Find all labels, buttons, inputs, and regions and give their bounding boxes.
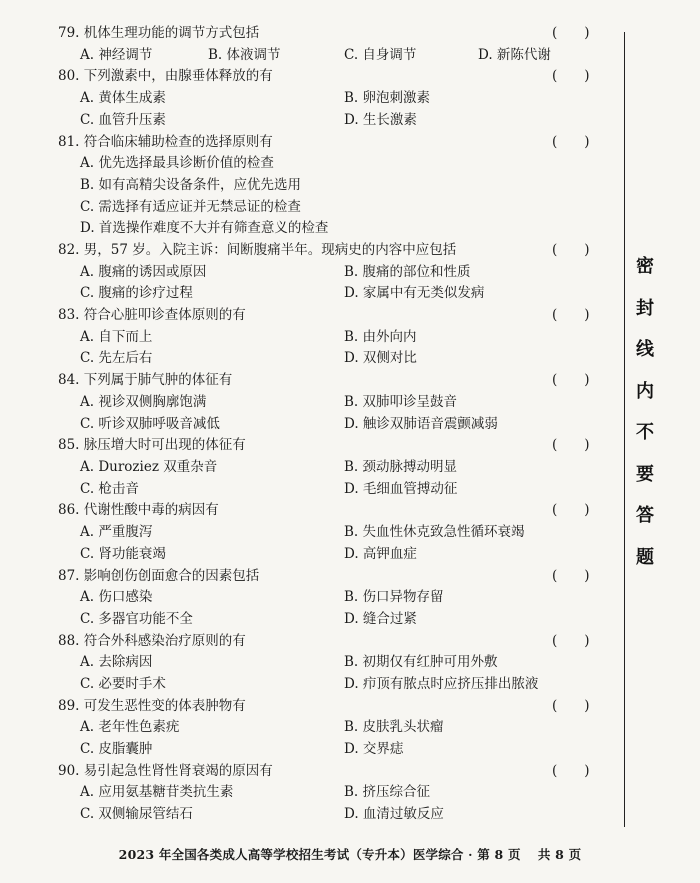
option-d: D. 血清过敏反应 (344, 806, 444, 823)
option-c: C. 必要时手术 (80, 675, 166, 692)
option-b: B. 腹痛的部位和性质 (344, 263, 471, 280)
question-stem-line (58, 240, 606, 262)
option-a: A. 应用氨基糖苷类抗生素 (80, 784, 234, 801)
question-stem: 84. 下列属于肺气肿的体征有 (58, 372, 233, 389)
option-line (58, 348, 606, 370)
option-c: C. 听诊双肺呼吸音减低 (80, 415, 220, 432)
question-stem: 90. 易引起急性肾性肾衰竭的原因有 (58, 762, 273, 779)
option-line (58, 392, 606, 414)
option-d: D. 疖顶有脓点时应挤压排出脓液 (344, 675, 539, 692)
option-a: A. 老年性色素疣 (80, 719, 180, 736)
option-line (58, 739, 606, 761)
option-d: D. 触诊双肺语音震颤减弱 (344, 415, 498, 432)
question-block (58, 240, 606, 305)
option-a: A. 自下而上 (80, 328, 153, 345)
seal-char: 题 (636, 546, 654, 568)
answer-blank: ( ) (552, 307, 590, 324)
question-stem: 80. 下列激素中，由腺垂体释放的有 (58, 68, 273, 85)
option-line (58, 587, 606, 609)
seal-char: 要 (636, 463, 654, 485)
option-c: C. 血管升压素 (80, 111, 166, 128)
question-block (58, 305, 606, 370)
option-b: B. 挤压综合征 (344, 784, 431, 801)
option-line (58, 262, 606, 284)
option-line (58, 218, 606, 240)
option-a: A. 去除病因 (80, 654, 153, 671)
seal-char: 不 (636, 422, 654, 443)
option-line (58, 153, 606, 175)
option-line (58, 414, 606, 436)
question-stem: 79. 机体生理功能的调节方式包括 (58, 25, 260, 41)
option-d: D. 双侧对比 (344, 350, 417, 367)
option-line (58, 457, 606, 479)
option-d: D. 缝合过紧 (344, 610, 417, 627)
option-line (58, 88, 606, 110)
option-b: B. 体液调节 (208, 46, 281, 63)
answer-blank: ( ) (552, 502, 590, 519)
option-line (58, 652, 606, 674)
question-block (58, 370, 606, 435)
question-stem-line (58, 631, 606, 653)
question-stem-line (58, 305, 606, 327)
option-a: A. 视诊双侧胸廓饱满 (80, 393, 207, 410)
option-b: B. 初期仅有红肿可用外敷 (344, 654, 498, 671)
seal-char: 线 (636, 339, 654, 360)
seal-char: 密 (636, 256, 654, 277)
answer-blank: ( ) (552, 372, 590, 389)
option-c: C. 肾功能衰竭 (80, 545, 166, 562)
answer-blank: ( ) (552, 68, 590, 85)
question-stem-line (58, 66, 606, 88)
question-block (58, 696, 606, 761)
option-line (58, 609, 606, 631)
option-line (58, 674, 606, 696)
question-stem-line (58, 435, 606, 457)
option-c: C. 需选择有适应证并无禁忌证的检查 (80, 198, 301, 215)
question-block (58, 631, 606, 696)
question-stem-line (58, 500, 606, 522)
question-stem: 88. 符合外科感染治疗原则的有 (58, 632, 246, 649)
answer-blank: ( ) (552, 133, 590, 150)
option-line (58, 544, 606, 566)
question-stem: 85. 脉压增大时可出现的体征有 (58, 437, 246, 454)
option-c: C. 先左后右 (80, 350, 153, 367)
option-b: B. 伤口异物存留 (344, 589, 444, 606)
answer-blank: ( ) (552, 242, 590, 258)
option-d: D. 首选操作难度不大并有筛查意义的检查 (80, 220, 329, 237)
option-line (58, 197, 606, 219)
option-d: D. 生长激素 (344, 111, 417, 128)
option-c: C. 枪击音 (80, 480, 139, 497)
option-b: B. 如有高精尖设备条件，应优先选用 (80, 176, 302, 193)
option-line (58, 782, 606, 804)
question-stem: 87. 影响创伤创面愈合的因素包括 (58, 567, 260, 584)
question-block (58, 66, 606, 131)
option-b: B. 双肺叩诊呈鼓音 (344, 393, 458, 410)
page-footer: 2023 年全国各类成人高等学校招生考试（专升本）医学综合 · 第 8 页 共 8 页 (118, 847, 582, 862)
option-d: D. 高钾血症 (344, 545, 417, 562)
option-a: A. 优先选择最具诊断价值的检查 (80, 155, 274, 172)
question-stem: 89. 可发生恶性变的体表肿物有 (58, 697, 246, 714)
seal-char: 封 (636, 297, 654, 319)
option-b: B. 由外向内 (344, 328, 417, 345)
answer-blank: ( ) (552, 762, 590, 779)
option-line (58, 522, 606, 544)
seal-char: 内 (636, 380, 654, 402)
question-stem: 86. 代谢性酸中毒的病因有 (58, 502, 219, 519)
answer-blank: ( ) (552, 437, 590, 454)
option-line (58, 327, 606, 349)
option-c: C. 双侧输尿管结石 (80, 806, 193, 823)
option-b: B. 卵泡刺激素 (344, 90, 431, 107)
question-stem: 83. 符合心脏叩诊查体原则的有 (58, 307, 246, 324)
question-stem-line (58, 761, 606, 783)
question-stem: 81. 符合临床辅助检查的选择原则有 (58, 133, 273, 150)
option-a: A. 黄体生成素 (80, 90, 166, 107)
option-d: D. 交界痣 (344, 741, 404, 758)
option-line (58, 45, 606, 67)
option-line (58, 717, 606, 739)
option-b: B. 颈动脉搏动明显 (344, 458, 458, 475)
option-c: C. 皮脂囊肿 (80, 741, 153, 758)
question-stem: 82. 男，57 岁。入院主诉：间断腹痛半年。现病史的内容中应包括 (58, 242, 457, 258)
option-a: A. 腹痛的诱因或原因 (80, 263, 207, 280)
question-block (58, 566, 606, 631)
option-b: B. 失血性休克致急性循环衰竭 (344, 524, 525, 541)
question-stem-line (58, 370, 606, 392)
option-line (58, 804, 606, 826)
option-line (58, 110, 606, 132)
seal-char: 答 (636, 505, 654, 526)
option-a: A. 神经调节 (80, 46, 153, 63)
option-line (58, 283, 606, 305)
option-d: D. 家属中有无类似发病 (344, 285, 485, 302)
question-block (58, 435, 606, 500)
answer-blank: ( ) (552, 567, 590, 584)
option-line (58, 175, 606, 197)
option-c: C. 自身调节 (344, 46, 417, 63)
question-stem-line (58, 566, 606, 588)
option-a: A. 伤口感染 (80, 589, 153, 606)
answer-blank: ( ) (552, 25, 590, 41)
question-block (58, 23, 606, 66)
option-d: D. 新陈代谢 (478, 46, 551, 63)
question-block (58, 132, 606, 240)
question-block (58, 500, 606, 565)
option-c: C. 多器官功能不全 (80, 610, 193, 627)
option-d: D. 毛细血管搏动征 (344, 480, 458, 497)
option-a: A. 严重腹泻 (80, 524, 153, 541)
option-c: C. 腹痛的诊疗过程 (80, 285, 193, 302)
seal-notice (631, 246, 659, 578)
option-a: A. Duroziez 双重杂音 (80, 458, 218, 475)
option-b: B. 皮肤乳头状瘤 (344, 719, 444, 736)
question-stem-line (58, 696, 606, 718)
answer-blank: ( ) (552, 632, 590, 649)
seal-line (624, 32, 625, 827)
question-block (58, 761, 606, 826)
question-stem-line (58, 23, 606, 45)
option-line (58, 479, 606, 501)
answer-blank: ( ) (552, 697, 590, 714)
question-stem-line (58, 132, 606, 154)
